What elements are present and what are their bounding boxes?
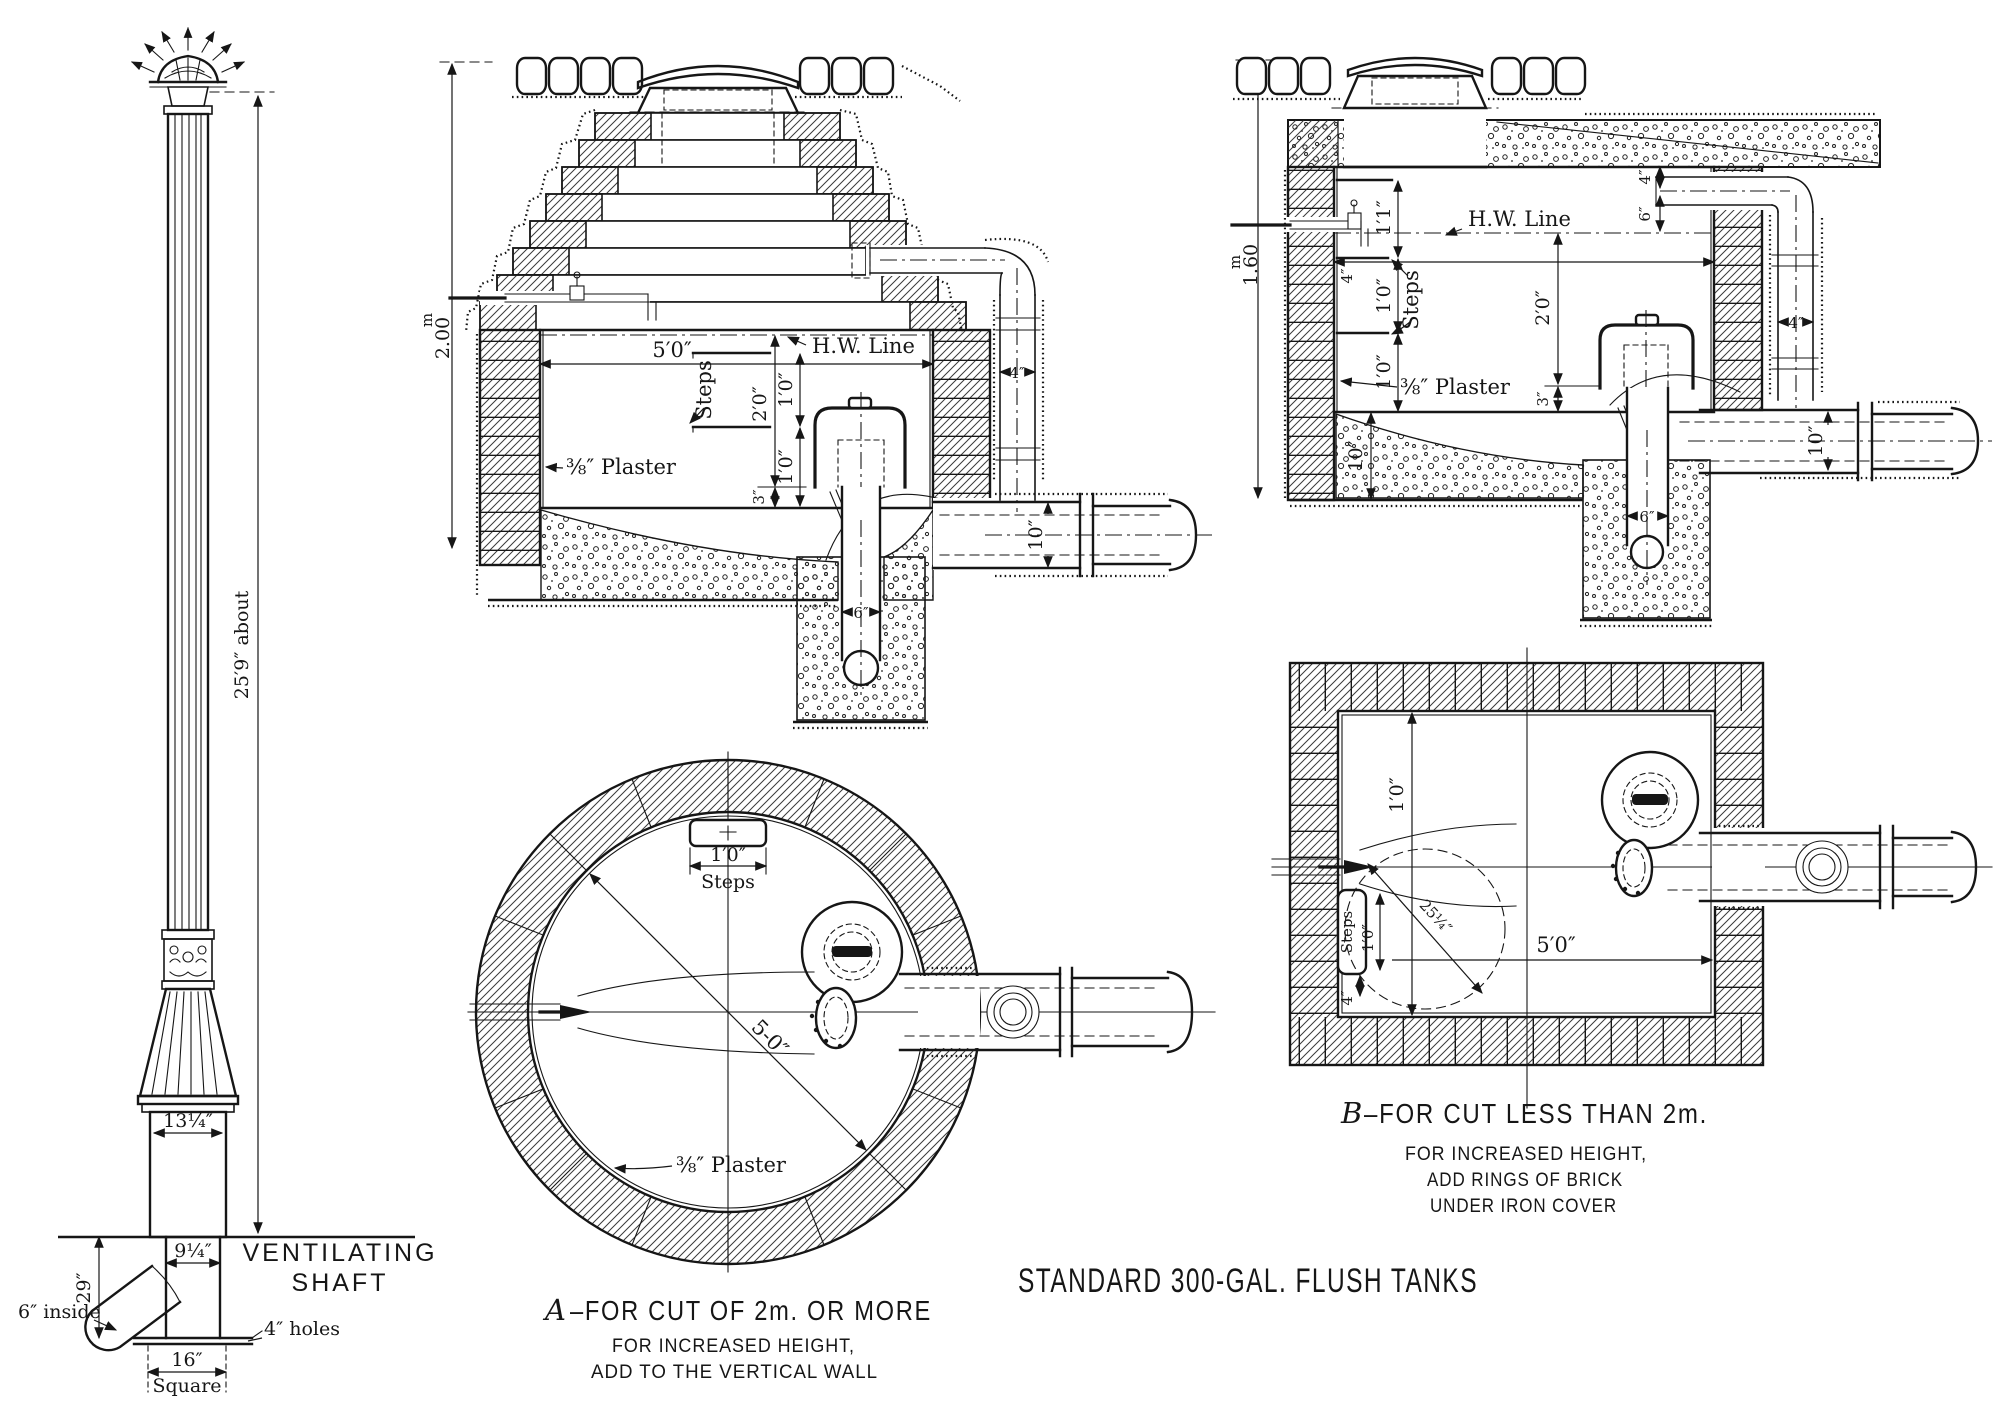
dim-step-spacing-a: 1′0″: [775, 372, 797, 408]
dim-step-offset-b: 4″: [1338, 268, 1356, 284]
dim-cover-to-step-b: 1′1″: [1373, 200, 1395, 236]
concrete-floor-a: [541, 510, 838, 600]
dim-bell-clearance-a: 3″: [750, 489, 768, 505]
ventilating-shaft-drawing: [18, 28, 438, 1397]
dim-depth-unit-b: m: [1226, 254, 1244, 270]
caption-b-line3: ADD RINGS OF BRICK: [1427, 1170, 1623, 1191]
siphon-bell-plan-b: [1602, 752, 1698, 896]
caption-a-line3: ADD TO THE VERTICAL WALL: [591, 1362, 878, 1383]
manhole-cover-b: [1332, 58, 1498, 108]
outlet-pipe-a: [933, 494, 1212, 576]
dim-step-offset-plan-b: 4″: [1338, 990, 1356, 1006]
plan-b-drawing: [1272, 648, 1992, 1108]
dim-base-width: 16″: [171, 1349, 203, 1371]
label-steps-plan-a: Steps: [701, 871, 755, 893]
dim-depth-unit-a: m: [418, 312, 436, 328]
dim-hw-to-bell-b: 2′0″: [1532, 290, 1554, 326]
caption-a-line2: FOR INCREASED HEIGHT,: [612, 1336, 855, 1357]
label-plaster-a: ⅜″ Plaster: [566, 455, 676, 479]
dim-outlet-dia-b: 10″: [1805, 425, 1827, 457]
siphon-bell-plan-a: [802, 902, 902, 1048]
label-plaster-plan-a: ⅜″ Plaster: [676, 1153, 786, 1177]
plan-a-drawing: [468, 752, 1215, 1272]
page-title: STANDARD 300-GAL. FLUSH TANKS: [1018, 1262, 1478, 1300]
dim-pipe-width: 9¼″: [174, 1240, 212, 1262]
concrete-floor-b: [1336, 414, 1583, 498]
dim-pedestal-width: 13¼″: [163, 1110, 213, 1132]
dim-half-width-plan-b: 1′0″: [1386, 777, 1408, 813]
dim-steps-length-plan-b: 1′0″: [1359, 923, 1377, 953]
label-steps-plan-b: Steps: [1338, 910, 1356, 954]
dim-step-spacing-b: 1′0″: [1373, 278, 1395, 314]
caption-b-title: –FOR CUT LESS THAN 2m.: [1364, 1098, 1708, 1129]
dim-step-to-floor-b: 1′0″: [1373, 354, 1395, 390]
caption-b-line2: FOR INCREASED HEIGHT,: [1405, 1144, 1647, 1165]
dim-vent-dia-b: 4″: [1788, 314, 1804, 332]
dim-shaft-height: 25′9″ about: [231, 590, 253, 700]
shaft-title-2: SHAFT: [291, 1269, 389, 1297]
top-slab-b: [1288, 118, 1880, 169]
label-steps-a: Steps: [692, 360, 716, 420]
dim-hw-to-bell-a: 2′0″: [749, 386, 771, 422]
label-steps-b: Steps: [1399, 270, 1423, 330]
dim-floor-thickness-b: 10″: [1345, 440, 1367, 472]
label-holes: 4″ holes: [264, 1318, 340, 1340]
section-b-drawing: [1226, 58, 1992, 626]
dim-buried-depth: 29″: [73, 1272, 95, 1304]
dim-diameter-plan-a: 5-0″: [746, 1014, 794, 1062]
shaft-column: [138, 114, 238, 1237]
ornament-band: [170, 946, 206, 976]
dim-inlet-drop-b: 6″: [1636, 206, 1654, 222]
caption-b-letter: B: [1341, 1096, 1363, 1130]
outlet-pipe-b: [1680, 402, 1992, 480]
dim-cover-dia-plan-b: 25¼″: [1415, 896, 1456, 938]
section-a-drawing: [418, 58, 1212, 728]
cobble-pavement-b: [1233, 58, 1875, 114]
dim-bell-clearance-b: 3″: [1534, 391, 1552, 407]
dim-steps-width-plan-a: 1′0″: [710, 844, 746, 866]
dim-depth-a: 2.00: [432, 316, 454, 360]
label-plaster-b: ⅜″ Plaster: [1400, 375, 1510, 399]
manhole-cover-a: [630, 66, 806, 113]
dim-vent-dia-a: 4″: [1009, 364, 1025, 382]
label-base-shape: Square: [152, 1375, 222, 1397]
vent-cap: [132, 28, 244, 114]
trap-b: [1580, 388, 1712, 626]
shaft-title-1: VENTILATING: [242, 1239, 438, 1267]
label-branch: 6″ inside: [18, 1301, 101, 1323]
dim-drop-dia-a: 6″: [853, 604, 869, 622]
label-hw-line-a: H.W. Line: [812, 334, 915, 358]
caption-a-letter: A: [545, 1293, 566, 1327]
dim-drop-dia-b: 6″: [1639, 508, 1655, 526]
dim-inlet-dia-b: 4″: [1636, 169, 1654, 185]
label-hw-line-b: H.W. Line: [1468, 207, 1571, 231]
dim-outlet-dia-a: 10″: [1025, 519, 1047, 551]
dim-step-to-floor-a: 1′0″: [775, 449, 797, 485]
dim-tank-width-a: 5′0″: [652, 338, 692, 362]
caption-a-title: –FOR CUT OF 2m. OR MORE: [570, 1295, 932, 1326]
dim-width-plan-b: 5′0″: [1536, 933, 1576, 957]
dim-depth-b: 1.60: [1240, 243, 1262, 287]
caption-b-line4: UNDER IRON COVER: [1430, 1196, 1617, 1217]
